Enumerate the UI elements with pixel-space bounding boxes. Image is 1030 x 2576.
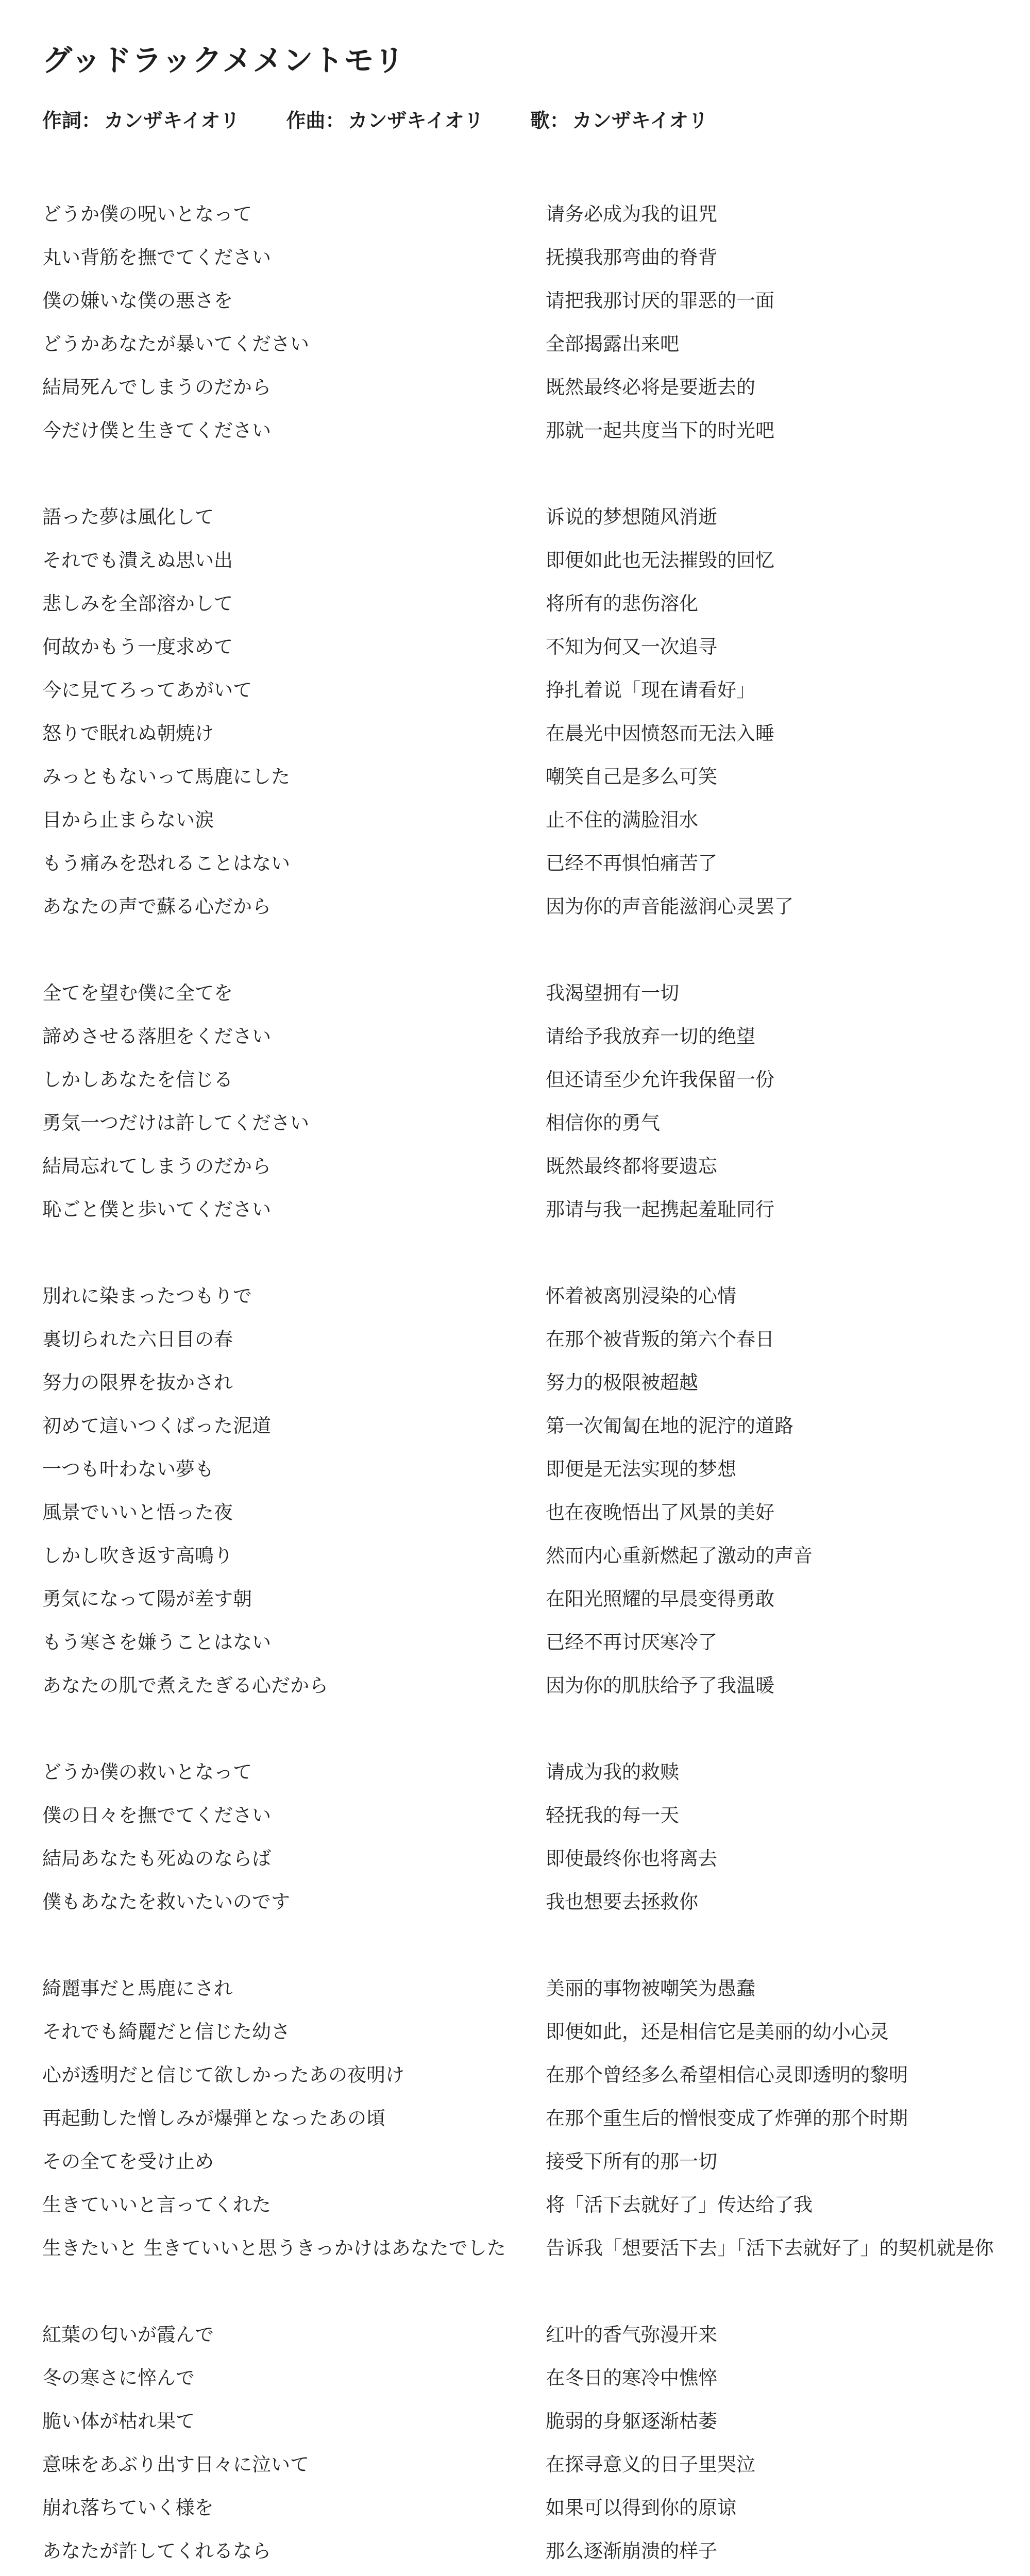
lyric-chinese: 在冬日的寒冷中憔悴 (546, 2367, 717, 2389)
lyric-line (42, 796, 988, 840)
lyric-chinese: 请给予我放弃一切的绝望 (546, 1025, 755, 1047)
lyric-japanese: もう痛みを恐れることはない (42, 852, 290, 874)
lyric-japanese: 何故かもう一度求めて (42, 636, 233, 658)
lyric-chinese: 在那个重生后的憎恨变成了炸弹的那个时期 (546, 2107, 908, 2129)
lyric-chinese: 既然最终必将是要逝去的 (546, 376, 755, 398)
lyric-japanese: 紅葉の匂いが霞んで (42, 2324, 214, 2346)
lyric-chinese: 嘲笑自己是多么可笑 (546, 766, 717, 788)
lyric-japanese: 生きたいと 生きていいと思うきっかけはあなたでした (42, 2237, 506, 2259)
lyric-chinese: 那么逐渐崩溃的样子 (546, 2540, 717, 2562)
lyric-line (42, 364, 988, 407)
lyric-japanese: 初めて這いつくばった泥道 (42, 1415, 271, 1437)
lyric-japanese: 努力の限界を抜かされ (42, 1371, 233, 1394)
lyric-japanese: 崩れ落ちていく様を (42, 2497, 214, 2519)
credit-value: カンザキイオリ (104, 109, 240, 132)
lyrics-stanza (42, 970, 988, 1229)
lyric-line (42, 1792, 988, 1835)
lyric-line (42, 883, 988, 926)
lyric-chinese: 在晨光中因愤怒而无法入睡 (546, 722, 774, 744)
lyric-japanese: あなたが許してくれるなら (42, 2540, 271, 2562)
lyric-japanese: 諦めさせる落胆をください (42, 1025, 271, 1047)
lyric-japanese: 恥ごと僕と歩いてください (42, 1198, 271, 1221)
lyric-chinese: 已经不再惧怕痛苦了 (546, 852, 717, 874)
lyric-japanese: 綺麗事だと馬鹿にされ (42, 1977, 233, 1999)
lyric-japanese: 勇気一つだけは許してください (42, 1112, 309, 1134)
lyrics-body (42, 191, 994, 2576)
lyric-line (42, 2571, 988, 2576)
lyric-line (42, 753, 988, 796)
lyric-line (42, 1878, 988, 1922)
lyric-japanese: 悲しみを全部溶かして (42, 592, 233, 615)
lyric-line (42, 1056, 988, 1099)
lyric-japanese: 僕の日々を撫でてください (42, 1804, 271, 1826)
lyric-chinese: 美丽的事物被嘲笑为愚蠢 (546, 1977, 755, 1999)
lyric-chinese: 即便是无法实现的梦想 (546, 1458, 736, 1480)
lyric-japanese: 結局死んでしまうのだから (42, 376, 271, 398)
lyric-chinese: 红叶的香气弥漫开来 (546, 2324, 717, 2346)
lyric-line (42, 407, 988, 450)
lyric-line (42, 2528, 988, 2571)
lyric-line (42, 1446, 988, 1489)
lyric-japanese: 再起動した憎しみが爆弾となったあの頃 (42, 2107, 385, 2129)
lyric-chinese: 即使最终你也将离去 (546, 1848, 717, 1870)
lyric-line (42, 840, 988, 883)
credit-label: 歌 (530, 109, 550, 132)
lyric-japanese: その全てを受け止め (42, 2150, 214, 2173)
lyric-japanese: 結局忘れてしまうのだから (42, 1155, 271, 1177)
lyric-chinese: 将所有的悲伤溶化 (546, 592, 698, 615)
lyric-line (42, 1186, 988, 1229)
song-title: グッドラックメメントモリ (42, 43, 405, 78)
lyric-line (42, 2052, 988, 2095)
credit-separator: ： (81, 109, 102, 132)
lyric-line (42, 1662, 988, 1705)
lyric-japanese: あなたの肌で煮えたぎる心だから (42, 1674, 328, 1697)
lyric-japanese: 風景でいいと悟った夜 (42, 1501, 233, 1523)
lyric-japanese: どうか僕の救いとなって (42, 1761, 252, 1783)
lyric-chinese: 但还请至少允许我保留一份 (546, 1069, 774, 1091)
lyric-line (42, 1835, 988, 1878)
lyric-line (42, 277, 988, 320)
lyric-japanese: 目から止まらない涙 (42, 809, 214, 831)
lyric-japanese: みっともないって馬鹿にした (42, 766, 290, 788)
lyric-line (42, 2225, 994, 2268)
lyric-chinese: 抚摸我那弯曲的脊背 (546, 246, 717, 268)
lyric-japanese: 勇気になって陽が差す朝 (42, 1588, 252, 1610)
lyric-line (42, 1013, 988, 1056)
lyric-chinese: 那就一起共度当下的时光吧 (546, 419, 774, 442)
lyric-chinese: 我渴望拥有一切 (546, 982, 679, 1004)
lyric-japanese: それでも潰えぬ思い出 (42, 549, 233, 571)
lyric-japanese: 別れに染まったつもりで (42, 1285, 252, 1307)
lyric-line (42, 2008, 988, 2052)
lyric-chinese: 即便如此也无法摧毁的回忆 (546, 549, 774, 571)
lyric-line (42, 1532, 988, 1575)
lyric-chinese: 怀着被离别浸染的心情 (546, 1285, 736, 1307)
lyric-line (42, 494, 988, 537)
lyric-japanese: 今だけ僕と生きてください (42, 419, 271, 442)
lyric-line (42, 667, 988, 710)
lyric-chinese: 告诉我「想要活下去」「活下去就好了」的契机就是你 (546, 2237, 994, 2259)
lyric-chinese: 请成为我的救赎 (546, 1761, 679, 1783)
lyric-line (42, 2398, 988, 2441)
lyric-line (42, 537, 988, 580)
lyric-chinese: 将「活下去就好了」传达给了我 (546, 2194, 813, 2216)
lyric-japanese: 僕の嫌いな僕の悪さを (42, 290, 233, 312)
lyric-chinese: 诉说的梦想随风消逝 (546, 506, 717, 528)
lyric-chinese: 轻抚我的每一天 (546, 1804, 679, 1826)
song-credits (42, 105, 988, 136)
lyrics-stanza (42, 494, 988, 926)
lyric-line (42, 1273, 988, 1316)
lyric-chinese: 如果可以得到你的原谅 (546, 2497, 736, 2519)
lyric-japanese: しかしあなたを信じる (42, 1069, 233, 1091)
lyric-chinese: 在探寻意义的日子里哭泣 (546, 2453, 755, 2476)
lyric-line (42, 1402, 988, 1446)
lyric-line (42, 320, 988, 364)
credit-label: 作詞 (42, 109, 82, 132)
lyric-line (42, 2354, 988, 2398)
composer-credit (286, 105, 483, 136)
lyric-chinese: 已经不再讨厌寒冷了 (546, 1631, 717, 1653)
lyric-line (42, 191, 988, 234)
lyric-japanese: 僕もあなたを救いたいのです (42, 1891, 290, 1913)
lyric-line (42, 1575, 988, 1619)
lyric-chinese: 因为你的肌肤给予了我温暖 (546, 1674, 774, 1697)
lyric-line (42, 2484, 988, 2528)
lyric-line (42, 1749, 988, 1792)
lyrics-stanza (42, 1749, 988, 1922)
credit-separator: ： (549, 109, 569, 132)
lyric-line (42, 1359, 988, 1402)
lyric-japanese: どうかあなたが暴いてください (42, 333, 309, 355)
lyric-chinese: 请务必成为我的诅咒 (546, 203, 717, 225)
lyric-japanese: 丸い背筋を撫でてください (42, 246, 271, 268)
lyric-japanese: 意味をあぶり出す日々に泣いて (42, 2453, 309, 2476)
credit-label: 作曲 (286, 109, 326, 132)
credit-separator: ： (325, 109, 345, 132)
lyric-line (42, 710, 988, 753)
lyric-line (42, 623, 988, 667)
lyric-chinese: 即便如此，还是相信它是美丽的幼小心灵 (546, 2021, 889, 2043)
lyricist-credit (42, 105, 240, 136)
lyric-chinese: 止不住的满脸泪水 (546, 809, 698, 831)
lyric-japanese: それでも綺麗だと信じた幼さ (42, 2021, 290, 2043)
lyric-line (42, 1143, 988, 1186)
lyric-line (42, 1619, 988, 1662)
lyric-japanese: 結局あなたも死ぬのならば (42, 1848, 271, 1870)
lyric-japanese: どうか僕の呪いとなって (42, 203, 252, 225)
lyrics-stanza (42, 2311, 988, 2576)
lyric-chinese: 相信你的勇气 (546, 1112, 660, 1134)
lyric-chinese: 既然最终都将要遗忘 (546, 1155, 717, 1177)
lyric-chinese: 接受下所有的那一切 (546, 2150, 717, 2173)
lyric-line (42, 1316, 988, 1359)
lyric-japanese: 脆い体が枯れ果て (42, 2410, 195, 2432)
lyric-japanese: 全てを望む僕に全てを (42, 982, 233, 1004)
lyric-japanese: もう寒さを嫌うことはない (42, 1631, 271, 1653)
lyric-line (42, 2311, 988, 2354)
lyric-chinese: 脆弱的身躯逐渐枯萎 (546, 2410, 717, 2432)
lyric-line (42, 234, 988, 277)
lyric-chinese: 不知为何又一次追寻 (546, 636, 717, 658)
lyric-line (42, 970, 988, 1013)
lyric-chinese: 挣扎着说「现在请看好」 (546, 679, 755, 701)
lyric-chinese: 在那个曾经多么希望相信心灵即透明的黎明 (546, 2064, 908, 2086)
lyric-line (42, 580, 988, 623)
lyric-japanese: 生きていいと言ってくれた (42, 2194, 271, 2216)
lyric-japanese: あなたの声で蘇る心だから (42, 895, 271, 918)
lyric-chinese: 我也想要去拯救你 (546, 1891, 698, 1913)
credit-value: カンザキイオリ (572, 109, 708, 132)
credit-value: カンザキイオリ (348, 109, 484, 132)
lyric-chinese: 在那个被背叛的第六个春日 (546, 1328, 774, 1350)
lyric-chinese: 全部揭露出来吧 (546, 333, 679, 355)
lyric-japanese: しかし吹き返す高鳴り (42, 1545, 233, 1567)
lyric-line (42, 1489, 988, 1532)
lyric-chinese: 因为你的声音能滋润心灵罢了 (546, 895, 793, 918)
lyric-japanese: 今に見てろってあがいて (42, 679, 252, 701)
lyric-chinese: 在阳光照耀的早晨变得勇敢 (546, 1588, 774, 1610)
lyric-japanese: 心が透明だと信じて欲しかったあの夜明け (42, 2064, 404, 2086)
lyric-chinese: 请把我那讨厌的罪恶的一面 (546, 290, 774, 312)
lyric-japanese: 語った夢は風化して (42, 506, 214, 528)
lyrics-stanza (42, 1273, 988, 1705)
lyric-line (42, 2138, 988, 2181)
lyric-chinese: 那请与我一起携起羞耻同行 (546, 1198, 774, 1221)
lyric-japanese: 裏切られた六日目の春 (42, 1328, 233, 1350)
lyrics-stanza (42, 1965, 994, 2268)
lyric-chinese: 也在夜晚悟出了风景的美好 (546, 1501, 774, 1523)
lyric-line (42, 2095, 988, 2138)
lyric-line (42, 1965, 988, 2008)
lyric-chinese: 然而内心重新燃起了激动的声音 (546, 1545, 813, 1567)
lyrics-stanza (42, 191, 988, 450)
lyric-chinese: 努力的极限被超越 (546, 1371, 698, 1394)
lyric-chinese: 第一次匍匐在地的泥泞的道路 (546, 1415, 793, 1437)
lyric-line (42, 2181, 988, 2225)
lyric-line (42, 2441, 988, 2484)
lyric-japanese: 怒りで眠れぬ朝焼け (42, 722, 214, 744)
vocalist-credit (530, 105, 708, 136)
lyric-japanese: 一つも叶わない夢も (42, 1458, 214, 1480)
lyric-japanese: 冬の寒さに悴んで (42, 2367, 195, 2389)
lyric-line (42, 1099, 988, 1143)
